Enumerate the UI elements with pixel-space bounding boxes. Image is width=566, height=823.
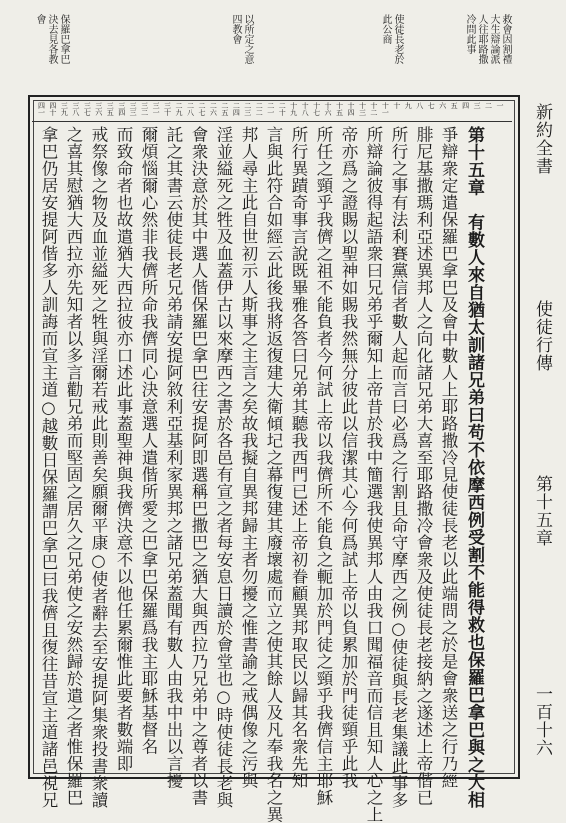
text-column: 會衆決意於其中選人偕保羅巴拿巴往安提阿即選稱巴撒巴之猶大與西拉乃兄弟中之尊者以書 <box>189 126 208 806</box>
note-line: 四教會 <box>230 14 241 44</box>
verse-number: 二四 <box>232 102 241 116</box>
verse-number: 三十 <box>163 102 172 116</box>
note-line: 大生辯論派 <box>488 14 499 64</box>
note-line: 以所定之意 <box>242 14 253 64</box>
note-line: 人往耶路撒 <box>476 14 487 64</box>
note-line: 此公商 <box>380 14 391 44</box>
verse-number: 一 <box>496 102 504 109</box>
verse-number: 二六 <box>209 102 218 116</box>
verse-number: 二七 <box>197 102 206 116</box>
verse-number: 十二 <box>369 102 378 116</box>
verse-number: 四 <box>461 102 470 109</box>
verse-number: 二三 <box>243 102 252 116</box>
verse-number: 十六 <box>324 102 333 116</box>
verse-number: 三二 <box>140 102 149 116</box>
text-column: 託之其書云使徒長老兄弟請安提阿敘利亞基利家異邦之諸兄弟蓋聞有數人由我中出以言擾 <box>164 126 183 789</box>
verse-number: 八 <box>415 102 424 109</box>
verse-number: 十 <box>392 102 401 109</box>
verse-number: 三六 <box>94 102 103 116</box>
verse-number: 三五 <box>106 102 115 116</box>
verse-number: 三七 <box>83 102 92 116</box>
text-column: 拿巴仍居安提阿偕多人訓誨而宣主道○越數日保羅謂巴拿巴曰我儕且復往昔宣主道諸邑視兄 <box>39 126 58 809</box>
section-title: 使徒行傳 <box>532 300 552 372</box>
page-number: 一百十六 <box>532 685 552 757</box>
note-line: 會 <box>34 14 45 24</box>
text-column: 爾煩惱爾心然非我儕所命我儕同心決意選人遣偕所愛之巴拿巴保羅爲我主耶穌基督名 <box>139 126 158 755</box>
text-column: 爭辯衆定遣保羅巴拿巴及會中數人上耶路撒冷見使徒長老以此端問之於是會衆送之行乃經 <box>439 126 458 789</box>
verse-number: 四一 <box>37 102 46 116</box>
verse-number: 十九 <box>289 102 298 116</box>
text-column: 帝亦爲之證賜以聖神如賜我然無分彼此以信潔其心今何爲試上帝以負累加於門徒頸乎此我 <box>339 126 358 789</box>
text-column: 所行之事有法利賽黨信者數人起而言曰必爲之行割且命守摩西之例○使徒與長老集議此事多 <box>389 126 408 809</box>
verse-number: 三一 <box>152 102 161 116</box>
text-column: 第十五章 有數人來自猶太訓諸兄弟曰苟不依摩西例受割不能得救也保羅巴拿巴與之大相 <box>464 126 484 809</box>
text-column: 所任之頸乎我儕之祖不能負者今何試上帝以我儕所不能負之軛加於門徒之頸乎我儕信主耶穌 <box>314 126 333 806</box>
verse-number: 二九 <box>175 102 184 116</box>
text-column: 淫並縊死之牲及血蓋伊古以來摩西之書於各邑有宣之者每安息日讀於會堂也○時使徒長老與 <box>214 126 233 809</box>
verse-number: 三 <box>473 102 482 109</box>
note-line: 救會因割禮 <box>500 14 511 64</box>
verse-number: 二 <box>484 102 493 109</box>
verse-number: 七 <box>427 102 436 109</box>
verse-number: 十八 <box>301 102 310 116</box>
book-title: 新約全書 <box>532 103 552 175</box>
text-column: 邦人尋主此自世初示人斯事之主言之矣故我擬自異邦歸主者勿擾之惟書諭之戒偶像之污與 <box>239 126 258 789</box>
text-column: 所行異蹟奇事言說既畢雅各答曰兄弟其聽我西門已述上帝初眷顧異邦取民以歸其名衆先知 <box>289 126 308 789</box>
running-head <box>520 95 560 775</box>
verse-number: 十七 <box>312 102 321 116</box>
verse-number: 二五 <box>220 102 229 116</box>
text-column: 而致命者也故遣猶大西拉彼亦口述此事蓋聖神與我儕決意不以他任累爾惟此要者數端即 <box>114 126 133 772</box>
verse-number: 四十 <box>48 102 57 116</box>
verse-number: 三三 <box>129 102 138 116</box>
verse-number: 三九 <box>60 102 69 116</box>
verse-number: 三八 <box>71 102 80 116</box>
note-line: 冷問此事 <box>464 14 475 54</box>
verse-number: 二二 <box>255 102 264 116</box>
verse-number: 二十 <box>278 102 287 116</box>
verse-number-strip <box>32 99 512 122</box>
text-column: 之喜其慰猶大西拉亦先知者以多言勸兄弟而堅固之居久之兄弟使之安然歸於遣之者惟保羅巴 <box>64 126 83 806</box>
note-line: 決去見各教 <box>46 14 57 64</box>
verse-number: 五 <box>450 102 459 109</box>
text-column: 腓尼基撒瑪利亞述異邦人之向化諸兄弟大喜至耶路撒冷會衆及使徒長老接納之遂述上帝偕已 <box>414 126 433 806</box>
note-line: 使徒長老於 <box>392 14 403 64</box>
verse-number: 六 <box>438 102 447 109</box>
verse-number: 十一 <box>381 102 390 116</box>
verse-number: 二八 <box>186 102 195 116</box>
note-line: 保羅巴拿巴 <box>58 14 69 64</box>
text-column: 戒祭像之物及血並縊死之牲與淫爾若戒此則善矣願爾平康○使者辭去至安提阿集衆投書衆讀 <box>89 126 108 809</box>
verse-number: 十四 <box>346 102 355 116</box>
verse-number: 三四 <box>117 102 126 116</box>
verse-number: 二一 <box>266 102 275 116</box>
text-column: 所辯論彼得起語衆曰兄弟乎爾知上帝昔於我中簡選我使異邦人由我口聞福音而信且知人心之上 <box>364 126 383 823</box>
verse-number: 十五 <box>335 102 344 116</box>
text-column: 言與此符合如經云此後我將返復建大衛傾圮之幕復建其廢壞處而立之使其餘人及凡奉我名之異 <box>264 126 283 823</box>
marginal-notes <box>30 14 540 92</box>
chapter-title: 第十五章 <box>532 475 552 547</box>
main-text <box>39 126 486 823</box>
verse-number: 九 <box>404 102 413 109</box>
verse-number: 十三 <box>358 102 367 116</box>
